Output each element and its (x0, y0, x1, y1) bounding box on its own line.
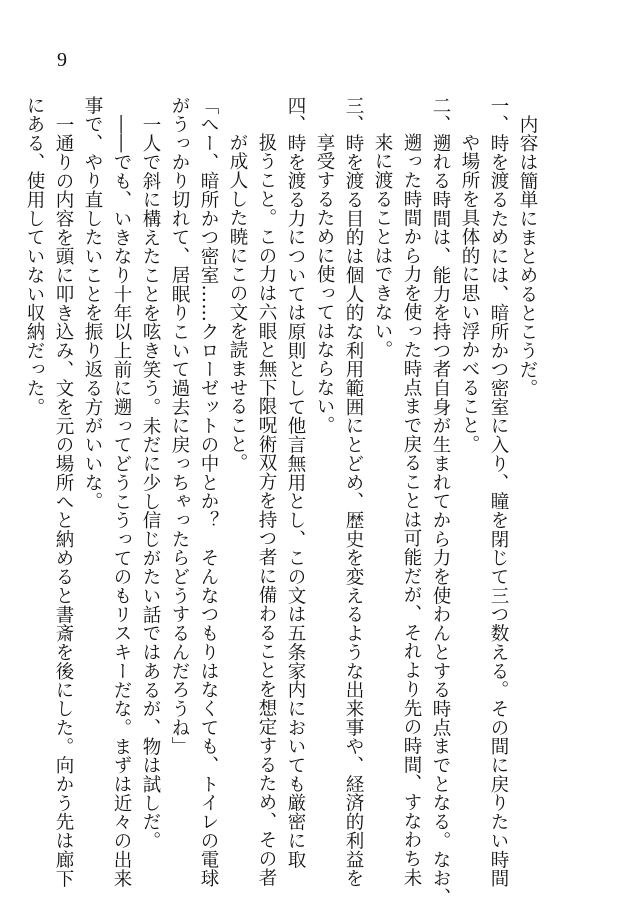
text-line: 扱うこと。この力は六眼と無下限呪術双方を持つ者に備わることを想定するため、その者 (256, 133, 277, 887)
text-line: 四、時を渡る力については原則として他言無用とし、この文は五条家内においても厳密に取 (285, 96, 306, 869)
text-line: 一通りの内容を頭に叩き込み、文を元の場所へと納めると書斎を後にした。向かう先は廊下 (53, 114, 74, 888)
text-line: 享受するために使ってはならない。 (314, 133, 335, 435)
text-line: や場所を具体的に思い浮かべること。 (459, 133, 480, 454)
text-line: 二、遡れる時間は、能力を持つ者自身が生まれてから力を使わんとする時点までとなる。なお、 (430, 96, 451, 907)
text-line: が成人した暁にこの文を読ませること。 (227, 133, 248, 473)
text-line: 一、時を渡るためには、暗所かつ密室に入り、瞳を閉じて三つ数える。その間に戻りたい時間 (488, 96, 509, 888)
text-line: 来に渡ることはできない。 (372, 133, 393, 360)
text-line: 遡った時間から力を使った時点まで戻ることは可能だが、それより先の時間、すなわち未 (401, 133, 422, 887)
text-line: 「へー、暗所かつ密室……クローゼットの中とか？ そんなつもりはなくても、トイレの電球 (198, 96, 219, 888)
text-line: ――でも、いきなり十年以上前に遡ってどうこうってのもリスキーだな。まずは近々の出来 (111, 114, 132, 888)
text-line: にある、使用していない収納だった。 (24, 96, 45, 417)
body-text (24, 96, 542, 907)
page-number: 9 (57, 49, 67, 71)
text-line: 一人で斜に構えたことを呟き笑う。未だに少し信じがたい話ではあるが、物は試しだ。 (140, 114, 161, 850)
text-line: 内容は簡単にまとめるとこうだ。 (517, 114, 538, 398)
text-line: 事で、やり直したいことを振り返る方がいいな。 (82, 96, 103, 511)
text-line: 三、時を渡る目的は個人的な利用範囲にとどめ、歴史を変えるような出来事や、経済的利益を (343, 96, 364, 888)
text-line: がうっかり切れて、居眠りこいて過去に戻っちゃったらどうするんだろうね」 (169, 96, 190, 756)
